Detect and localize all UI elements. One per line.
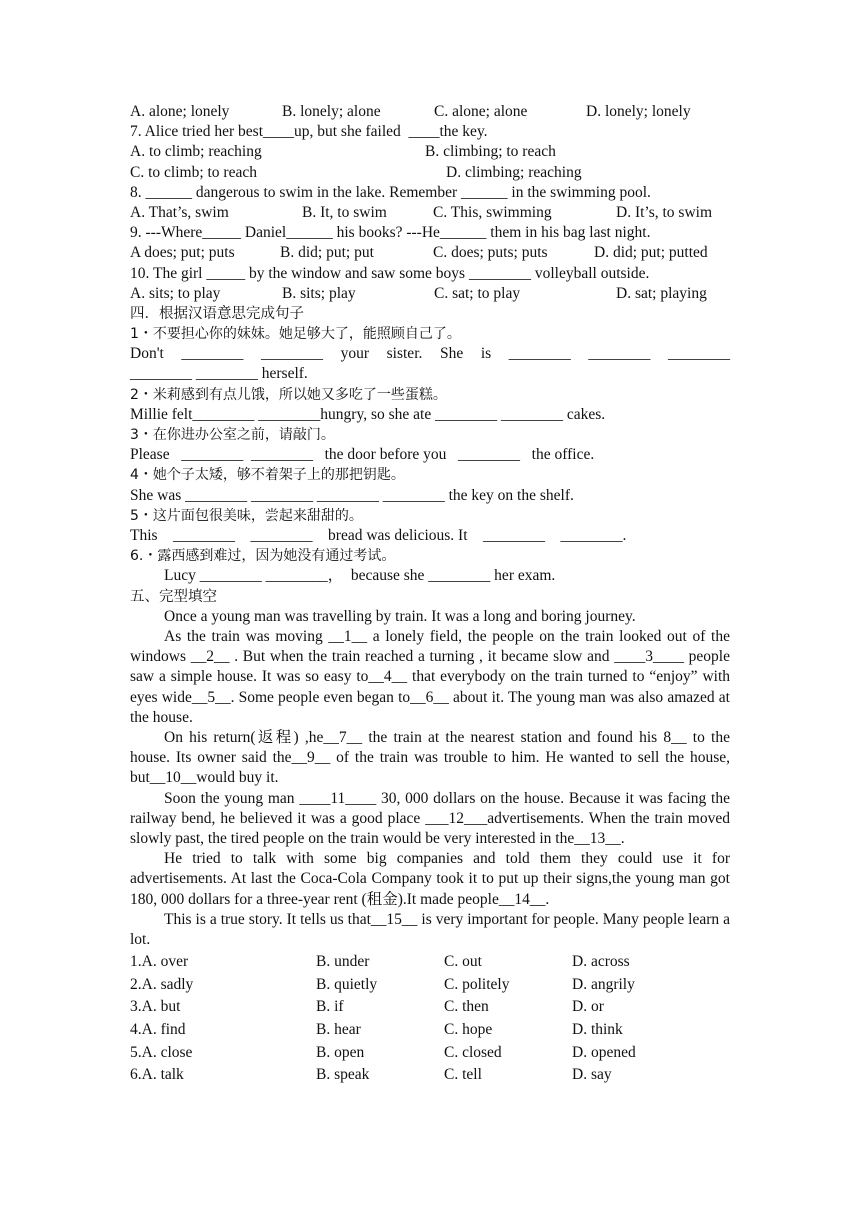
s4-item-3-chinese: 3・在你进办公室之前，请敲门。: [130, 427, 335, 443]
q7-options-row1: [130, 142, 730, 162]
choice: C. then: [444, 998, 489, 1016]
option: D. climbing; reaching: [446, 163, 582, 181]
choice: C. tell: [444, 1066, 482, 1084]
option: B. did; put; put: [280, 244, 374, 262]
cloze-passage: [130, 607, 730, 950]
choice: D. across: [572, 953, 630, 971]
option: C. sat; to play: [434, 284, 521, 302]
s4-item-1-english-cont: ________ ________ herself.: [130, 365, 308, 383]
choice: D. say: [572, 1066, 612, 1084]
cloze-choices: [130, 952, 730, 1088]
choice: C. hope: [444, 1020, 493, 1038]
choice-row-5: [130, 1043, 730, 1066]
option: D. did; put; putted: [594, 244, 708, 262]
choice-row-1: [130, 952, 730, 975]
choice: C. politely: [444, 975, 510, 993]
s4-item-4-chinese: 4・她个子太矮，够不着架子上的那把钥匙。: [130, 467, 405, 484]
choice: 3.A. but: [130, 998, 181, 1016]
choice: 1.A. over: [130, 953, 189, 971]
question-8: 8. ______ dangerous to swim in the lake. Remember ______ in the swimming pool.: [130, 183, 651, 201]
choice: D. or: [572, 998, 604, 1016]
s4-item-2-chinese: 2・米莉感到有点儿饿，所以她又多吃了一些蛋糕。: [130, 386, 447, 403]
choice: 2.A. sadly: [130, 975, 194, 993]
option: A. to climb; reaching: [130, 143, 262, 161]
cloze-paragraph-6: This is a true story. It tells us that__15__ is very important for people. Many people learn a lot.: [130, 910, 730, 948]
s4-item-1-chinese: 1・不要担心你的妹妹。她足够大了，能照顾自己了。: [130, 326, 461, 343]
choice-row-2: [130, 975, 730, 998]
choice-row-4: [130, 1020, 730, 1043]
option: C. to climb; to reach: [130, 163, 257, 181]
option: D. sat; playing: [616, 284, 707, 302]
q6-options: [130, 102, 730, 122]
cloze-paragraph-2: As the train was moving __1__ a lonely field, the people on the train looked out of the windows __2__ . But when the train reached a turning , it became slow and ____3____ people saw a simple house. It was so easy to__4__ that everybody on the train turned to “enjoy” with eyes wide__5__. Some people even began to__6__ about it. The young man was also amazed at the house.: [130, 627, 730, 726]
option: B. It, to swim: [302, 203, 387, 221]
choice: 4.A. find: [130, 1020, 186, 1038]
cloze-paragraph-4: Soon the young man ____11____ 30, 000 dollars on the house. Because it was facing the railway bend, he believed it was a good place ___12___advertisements. When the train moved slowly past, the tired people on the train would be very interested in the__13__.: [130, 789, 730, 847]
choice: D. opened: [572, 1043, 636, 1061]
choice: C. closed: [444, 1043, 502, 1061]
choice: 6.A. talk: [130, 1066, 184, 1084]
q10-options: [130, 284, 730, 304]
section-5-heading: 五、完型填空: [130, 588, 217, 605]
question-9: 9. ---Where_____ Daniel______ his books? ---He______ them in his bag last night.: [130, 224, 651, 242]
option: C. alone; alone: [434, 103, 528, 120]
choice: C. out: [444, 953, 482, 971]
choice: 5.A. close: [130, 1043, 193, 1061]
worksheet-page: [130, 102, 730, 1088]
option: A does; put; puts: [130, 244, 235, 262]
option: A. alone; lonely: [130, 103, 230, 120]
cloze-paragraph-3: On his return(返程) ,he__7__ the train at the nearest station and found his 8__ to the house. Its owner said the__9__ of the train was trouble to him. He wanted to sell the house, but__10__would buy it.: [130, 728, 730, 787]
question-10: 10. The girl _____ by the window and saw some boys ________ volleyball outside.: [130, 264, 650, 282]
s4-item-6-english: Lucy ________ ________， because she ________ her exam.: [164, 567, 556, 585]
choice: B. speak: [316, 1066, 370, 1084]
s4-item-1-english: Don't ________ ________ your sister. She is ________ ________ ________: [130, 345, 730, 363]
s4-item-3-english: Please ________ ________ the door before you ________ the office.: [130, 446, 595, 464]
question-7: 7. Alice tried her best____up, but she failed ____the key.: [130, 123, 488, 141]
option: D. lonely; lonely: [586, 103, 691, 120]
s4-item-6-chinese: 6.・露西感到难过，因为她没有通过考试。: [130, 548, 396, 565]
option: C. does; puts; puts: [433, 244, 548, 262]
choice-row-6: [130, 1065, 730, 1088]
s4-item-4-english: She was ________ ________ ________ ________ the key on the shelf.: [130, 486, 574, 504]
choice: B. under: [316, 953, 370, 971]
choice: B. hear: [316, 1020, 361, 1038]
choice: D. think: [572, 1020, 623, 1038]
option: A. That’s, swim: [130, 203, 229, 221]
choice: D. angrily: [572, 975, 635, 993]
q8-options: [130, 203, 730, 223]
option: D. It’s, to swim: [616, 203, 713, 221]
choice: B. open: [316, 1043, 365, 1061]
s4-item-2-english: Millie felt________ ________hungry, so she ate ________ ________ cakes.: [130, 405, 606, 423]
option: B. climbing; to reach: [425, 143, 556, 161]
q9-options: [130, 243, 730, 263]
choice: B. quietly: [316, 975, 378, 993]
option: B. lonely; alone: [282, 103, 381, 120]
s4-item-5-english: This ________ ________ bread was delicious. It ________ ________.: [130, 526, 627, 544]
section-4-heading: 四．根据汉语意思完成句子: [130, 305, 304, 322]
cloze-paragraph-1: Once a young man was travelling by train. It was a long and boring journey.: [164, 607, 636, 625]
cloze-paragraph-5: He tried to talk with some big companies and told them they could use it for advertisements. At last the Coca-Cola Company took it to put up their signs,the young man got 180, 000 dollars for a three-year rent (租金).It made people__14__.: [130, 850, 730, 908]
choice-row-3: [130, 997, 730, 1020]
option: B. sits; play: [282, 284, 356, 302]
q7-options-row2: [130, 163, 730, 183]
choice: B. if: [316, 998, 344, 1016]
option: C. This, swimming: [433, 203, 552, 221]
option: A. sits; to play: [130, 284, 221, 302]
s4-item-5-chinese: 5・这片面包很美味，尝起来甜甜的。: [130, 507, 363, 524]
